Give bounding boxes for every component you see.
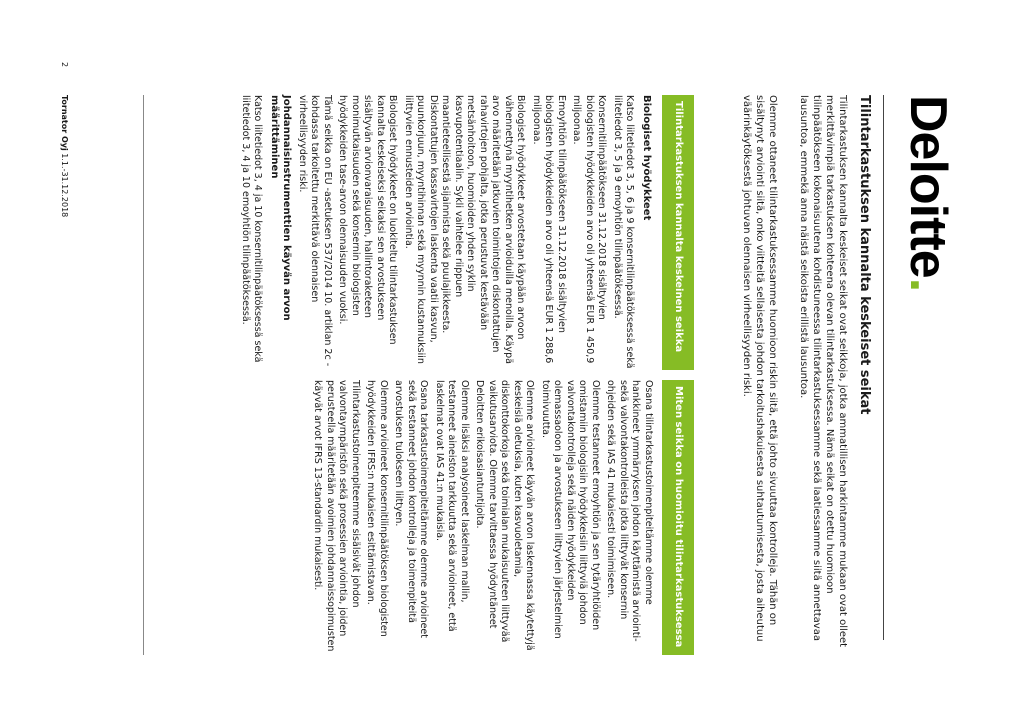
heading-derivatives: Johdannaisinstrumenttien käyvän arvon määrittäminen <box>269 95 293 321</box>
footer-divider <box>143 95 144 655</box>
table-body <box>236 95 655 655</box>
page-number: 2 <box>60 62 69 68</box>
key-matter-column <box>236 95 655 370</box>
right-paragraph: Tilintarkastustoimenpiteemme sisälsivät johdon valvontaympäristön sekä prosessien arviointia, joiden perusteella määritetään avoimien johdannaissopimusten käyvät arvot IFRS 13-standardin mukaisesti. <box>312 380 361 652</box>
right-paragraph: Osana tilintarkastustoimenpiteitämme olemme hankkineet ymmärryksen johdon käyttämistä arviointi- sekä valvontakontrolleista jotka liittyvät konsernin ohjeiden sekä IAS 41 mukaisesti toimimiseen. <box>605 380 654 642</box>
left-paragraph: Katso liitetiedot 3, 4 ja 10 konsernitilinpäätöksessä sekä liitetiedot 3, 4 ja 10 emoyhtiön tilinpäätöksessä. <box>240 95 264 363</box>
divider <box>883 95 884 640</box>
left-paragraph: Emoyhtiön tilinpäätökseen 31.12.2018 sisältyvien biologisten hyödykkeiden arvo oli yhteensä EUR 1 288,6 miljoonaa. <box>531 95 567 364</box>
left-paragraph: Konsernitilinpäätökseen 31.12.2018 sisältyvien biologisten hyödykkeiden arvo oli yhteensä EUR 1 450,9 miljoonaa. <box>571 95 608 364</box>
header-key-matter: Tilintarkastuksen kannalta keskeinen seikka <box>662 95 694 370</box>
heading-biological-assets: Biologiset hyödykkeet <box>641 95 652 221</box>
left-paragraph: Biologiset hyödykkeet arvostetaan käypään arvoon vähennettynä myyntihetken arvioiduilla menoilla. Käypä arvo määritetään jatkuvien toimintojen diskontattujen rahavirtojen pohjalta, jotka perustuvat kestävään metsänhoitoon, huomioiden yhden syklin kasvupotentiaalin. Sykli vaihtelee riippuen maantieteellisestä sijainnista sekä puulajikkeesta. Diskontattujen kassavirtojen laskenta vaatii kasvun, puunkorjuun, myyntihinnan sekä myynnin kustannuksiin liittyvien ennusteiden arviointia. <box>403 95 527 364</box>
intro-paragraph-2: Olemme ottaneet tilintarkastuksessamme huomioon riskin siitä, että johto sivuuttaa kontrolleja. Tähän on sisältynyt arviointi siitä, onko viitteitä sellaisesta johdon tarkoitushakuisesta suhtautumisesta, josta aiheutuu väärinkäytöksestä johtuvan olennaisen virheellisyyden riski. <box>741 95 778 642</box>
deloitte-logo: Deloitte. <box>899 95 957 292</box>
key-audit-matters-table <box>236 95 695 655</box>
left-paragraph: Tämä seikka on EU -asetuksen 537/2014 10. artiklan 2c -kohdassa tarkoitettu merkittävä olennaisen virheellisyyden riski. <box>297 95 333 367</box>
how-addressed-column <box>236 380 655 655</box>
left-paragraph: Biologiset hyödykkeet on luokiteltu tilintarkastuksen kannalta keskeiseksi seikaksi sen arvostukseen sisältyvän arvionvaraisuuden, hallintoraketeen monimutkaisuuden sekä konsernin biologisten hyödykkeiden tase-arvon olennaisuuden vuoksi. <box>337 95 399 345</box>
left-paragraph: Katso liitetiedot 3, 5, 6 ja 9 konsernitilinpäätöksessä sekä liitetiedot 3, 5 ja 9 emoyhtiön tilinpäätöksessä. <box>612 95 636 369</box>
right-paragraph: Olemme arvioineet konsernitilinpäätöksen biologisten hyödykkeiden IFRS:n mukaisen esittämistavan. <box>365 380 389 637</box>
footer-company: Tornator Oyj <box>60 95 69 151</box>
right-paragraph: Olemme testanneet emoyhtiön ja sen tytäryhtiöiden omistamiin biologisiin hyödykkeisiin liittyviä johdon valvontakontrolleja sekä näiden hyödykkeiden olemassaoloon ja arvostukseen liittyvien järjestelmien toimivuutta. <box>540 380 601 639</box>
header-how-addressed: Miten seikka on huomioitu tilintarkastuksessa <box>662 380 694 655</box>
table-header <box>662 95 694 655</box>
right-paragraph: Olemme lisäksi analysoineet laskelman mallin, testanneet aineiston tarkkuutta sekä arvioineet, että laskelmat ovat IAS 41:n mukaisia. <box>434 380 470 632</box>
footer <box>60 95 69 655</box>
intro-paragraph-1: Tilintarkastuksen kannalta keskeiset seikat ovat seikkoja, jotka ammatillisen harkintamme mukaan ovat olleet merkittävimpiä tarkastuksen kohteena olevan tilintarkastuksessa. Nämä seikat on otettu huomioon tilinpäätökseen kokonaisuutena kohdistuneessa tilintarkastuksessamme sekä laatiessamme siitä annettavaa lausuntoa, emmekä anna näistä seikoista erillistä lausuntoa. <box>798 95 848 648</box>
right-paragraph: Osana tarkastustoimenpiteitämme olemme arvioineet sekä testanneet johdon kontrolleja ja toimenpiteitä arvostuksen tulokseen liittyen. <box>393 380 430 639</box>
section-title: Tilintarkastuksen kannalta keskeiset seikat <box>857 95 872 415</box>
right-paragraph: Olemme arvioineet käyvän arvon laskennassa käytettyjä keskeisiä oletuksia, kuten kasvuoletamia, diskonttokorkoja sekä toimialan mukaisuuteen liittyvää vaikutusarviota. Olemme tarvittaessa hyödyntäneet Deloitten erikoisasiantuntijoita. <box>474 380 536 651</box>
footer-period: 1.1.-31.12.2018 <box>60 153 69 218</box>
